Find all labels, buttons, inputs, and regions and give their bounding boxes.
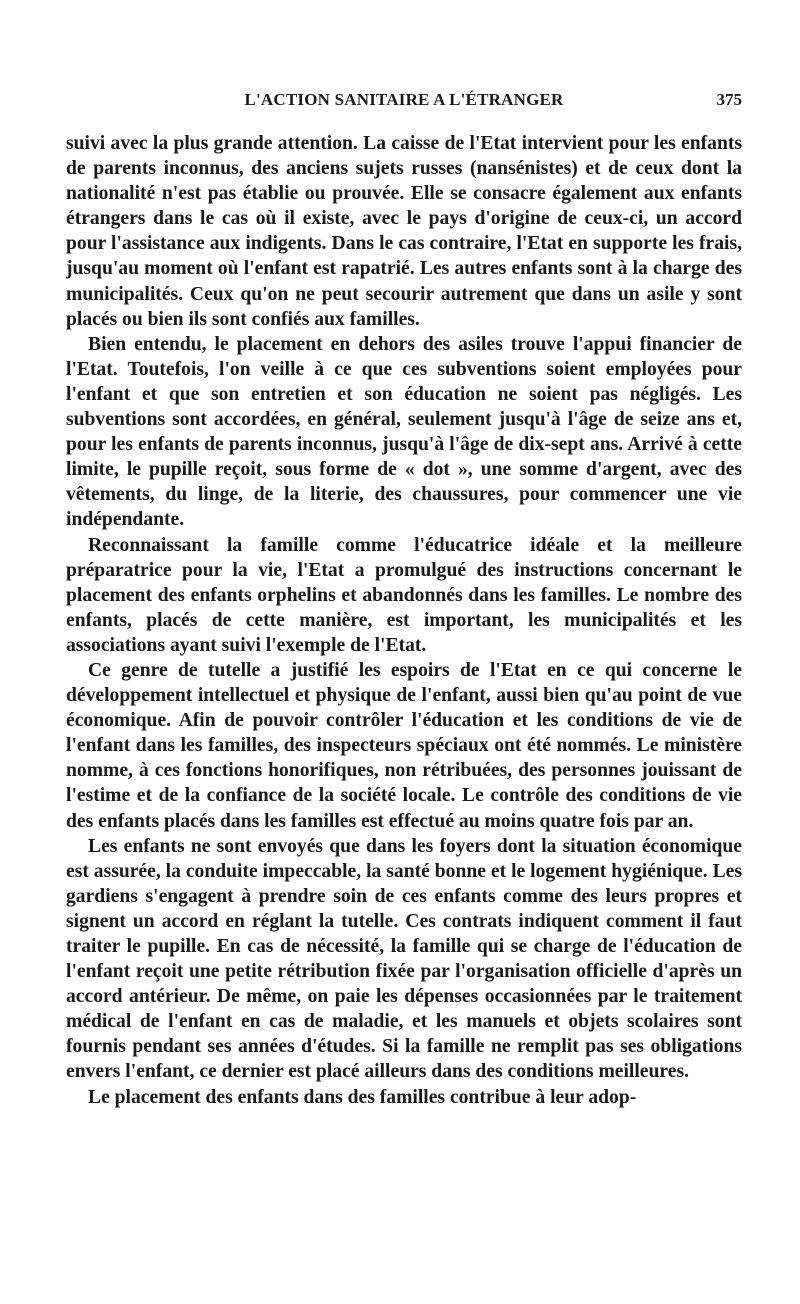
paragraph-placement-subsidies: Bien entendu, le placement en dehors des asiles trouve l'appui financier de l'Etat. Toutefois, l'on veille à ce que ces subventions soient employées pour l'enfant et que son entretien et son éducation ne soient pas négligés. Les subventions sont accordées, en général, seulement jusqu'à l'âge de seize ans et, pour les enfants de parents inconnus, jusqu'à l'âge de dix-sept ans. Arrivé à cette limite, le pupille reçoit, sous forme de « dot », une somme d'argent, avec des vêtements, du linge, de la literie, des chaussures, pour commencer une vie indépendante.	[66, 333, 742, 531]
body-text	[66, 131, 742, 1110]
running-title: L'ACTION SANITAIRE A L'ÉTRANGER	[244, 90, 564, 109]
paragraph-family-placement: Reconnaissant la famille comme l'éducatrice idéale et la meilleure préparatrice pour la vie, l'Etat a promulgué des instructions concernant le placement des enfants orphelins et abandonnés dans les familles. Le nombre des enfants, placés de cette manière, est important, les municipalités et les associations ayant suivi l'exemple de l'Etat.	[66, 534, 742, 656]
paragraph-tutelage-inspection: Ce genre de tutelle a justifié les espoirs de l'Etat en ce qui concerne le développement intellectuel et physique de l'enfant, aussi bien qu'au point de vue économique. Afin de pouvoir contrôler l'éducation et les conditions de vie de l'enfant dans les familles, des inspecteurs spéciaux ont été nommés. Le ministère nomme, à ces fonctions honorifiques, non rétribuées, des personnes jouissant de l'estime et de la confiance de la société locale. Le contrôle des conditions de vie des enfants placés dans les familles est effectué au moins quatre fois par an.	[66, 659, 742, 832]
paragraph-continued: suivi avec la plus grande attention. La caisse de l'Etat intervient pour les enfants de parents inconnus, des anciens sujets russes (nansénistes) et de ceux dont la nationalité n'est pas établie ou prouvée. Elle se consacre également aux enfants étrangers dans le cas où il existe, avec le pays d'origine de ceux-ci, un accord pour l'assistance aux indigents. Dans le cas contraire, l'Etat en supporte les frais, jusqu'au moment où l'enfant est rapatrié. Les autres enfants sont à la charge des municipalités. Ceux qu'on ne peut secourir autrement que dans un asile y sont placés ou bien ils sont confiés aux familles.	[66, 133, 742, 330]
paragraph-adoption: Le placement des enfants dans des familles contribue à leur adop-	[88, 1086, 637, 1108]
paragraph-foster-homes: Les enfants ne sont envoyés que dans les foyers dont la situation économique est assurée, la conduite impeccable, la santé bonne et le logement hygiénique. Les gardiens s'engagent à prendre soin de ces enfants comme des leurs propres et signent un accord en réglant la tutelle. Ces contrats indiquent comment il faut traiter le pupille. En cas de nécessité, la famille qui se charge de l'éducation de l'enfant reçoit une petite rétribution fixée par l'organisation officielle d'après un accord antérieur. De même, on paie les dépenses occasionnées par le traitement médical de l'enfant en cas de maladie, et les manuels et objets scolaires sont fournis pendant ses années d'études. Si la famille ne remplit pas ses obligations envers l'enfant, ce dernier est placé ailleurs dans des conditions meilleures.	[66, 835, 742, 1083]
running-head	[66, 90, 742, 118]
page-number: 375	[716, 90, 742, 109]
